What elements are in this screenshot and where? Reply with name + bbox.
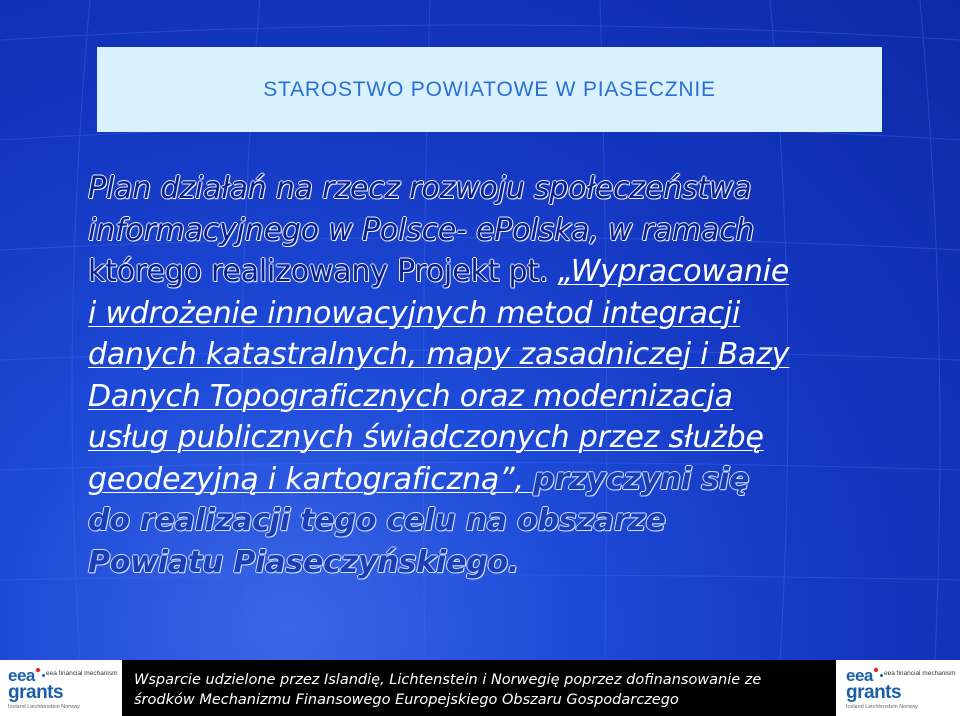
eea-grants-logo-right	[840, 662, 958, 714]
logo-mechanism-text: eea financial mechanism	[46, 670, 118, 677]
body-line-9: do realizacji tego celu na obszarze	[88, 503, 666, 538]
logo-grants-text: grants	[846, 682, 902, 703]
body-line-3b: „Wypracowanie	[557, 254, 790, 289]
footer-funding-notice	[122, 660, 836, 716]
logo-countries-text: Iceland Liechtenstein Norway	[846, 704, 918, 710]
body-line-10: Powiatu Piaseczyńskiego.	[88, 544, 519, 580]
logo-dot-icon	[36, 668, 40, 672]
logo-eea-text: eea	[846, 666, 873, 685]
logo-mechanism-text: eea financial mechanism	[884, 670, 956, 677]
body-line-2: informacyjnego w Polsce- ePolska, w ramach	[88, 212, 755, 248]
footer-line-1: Wsparcie udzielone przez Islandię, Lichtenstein i Norwegię poprzez dofinansowanie ze	[134, 672, 762, 688]
body-line-6: Danych Topograficznych oraz modernizacja	[88, 378, 733, 414]
header-box	[97, 47, 882, 132]
logo-grants-text: grants	[8, 682, 64, 703]
body-line-7: usług publicznych świadczonych przez służbę	[88, 420, 764, 455]
footer	[0, 660, 960, 716]
body-paragraph	[88, 168, 918, 583]
body-line-4: i wdrożenie innowacyjnych metod integracji	[88, 295, 741, 331]
logo-countries-text: Iceland Liechtenstein Norway	[8, 704, 80, 710]
logo-dot-icon	[42, 674, 45, 677]
logo-dot-icon	[880, 674, 883, 677]
logo-dot-icon	[874, 668, 878, 672]
body-line-8b: przyczyni się	[533, 461, 750, 497]
header-title: STAROSTWO POWIATOWE W PIASECZNIE	[263, 77, 716, 101]
body-line-1: Plan działań na rzecz rozwoju społeczeństwa	[88, 171, 752, 206]
eea-grants-logo-left	[2, 662, 120, 714]
body-line-8a: geodezyjną i kartograficzną”,	[88, 461, 534, 497]
body-line-5: danych katastralnych, mapy zasadniczej i Bazy	[88, 337, 790, 372]
body-line-3a: którego realizowany Projekt pt.	[88, 254, 558, 289]
footer-line-2: środków Mechanizmu Finansowego Europejskiego Obszaru Gospodarczego	[134, 692, 679, 708]
logo-eea-text: eea	[8, 666, 35, 685]
